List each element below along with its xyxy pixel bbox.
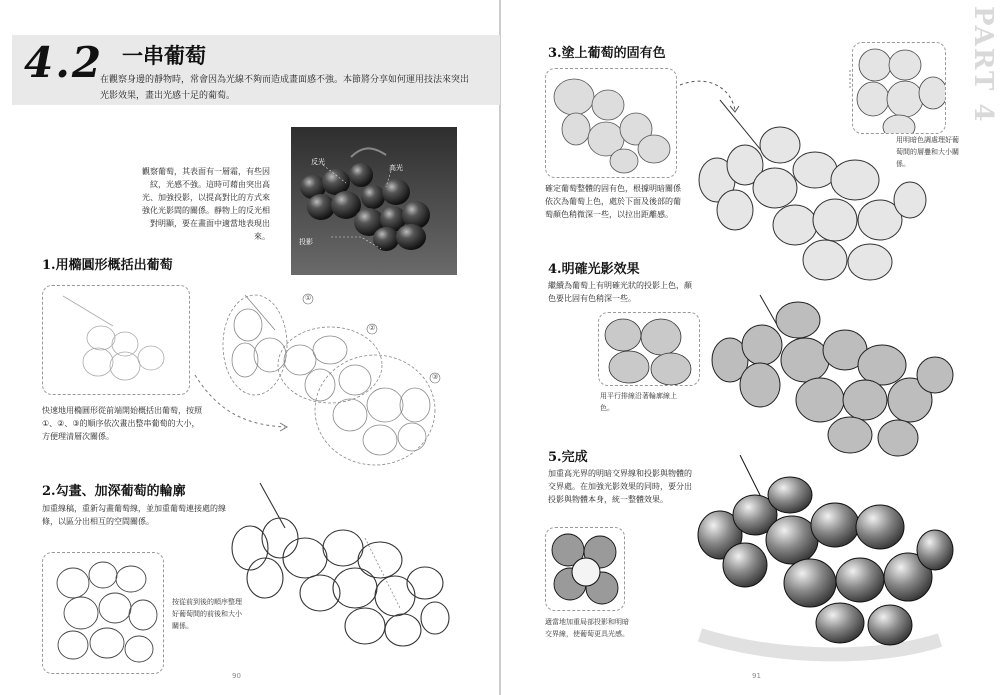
step-3-sketch	[675, 70, 930, 290]
step-4-sketch	[700, 290, 960, 465]
step-4-desc: 繼續為葡萄上有明確光狀的投影上色，顏色要比固有色稍深一些。	[548, 281, 692, 303]
step-2-thumbnail	[42, 552, 164, 674]
right-page-number: 91	[752, 672, 761, 680]
chapter-intro: 在觀察身邊的靜物時，常會因為光線不夠而造成畫面感不強。本節將分享如何運用技法來突出光影效果，畫出光感十足的葡萄。	[100, 75, 470, 101]
step-5-thumb-sketch	[546, 528, 624, 610]
step-4-title: 4.明確光影效果	[548, 262, 640, 277]
step-3-note: 用明暗色調處理好葡萄間的層疊和大小關係。	[896, 136, 959, 168]
final-sketch	[680, 455, 960, 665]
step-1-desc: 快速地用橢圓形從前端開始概括出葡萄，按照①、②、③的順序依次畫出整串葡萄的大小，方便理清層次關係。	[42, 406, 202, 441]
step-5-title: 5.完成	[548, 450, 588, 465]
step-1-title: 1.用橢圓形概括出葡萄	[42, 258, 173, 273]
step-2-thumb-sketch	[43, 553, 163, 673]
reflect-label: 反光	[311, 158, 325, 166]
step-1-marker-1: ①	[305, 294, 312, 302]
step-3-title: 3.塗上葡萄的固有色	[548, 46, 666, 61]
photo-caption: 觀察葡萄，其表面有一層霜，有些因紋，光感不強。這時可藉由突出高光、加強投影，以提高對比的方式來強化光影間的關係。靜物上的反光相對明顯，要在畫面中適當地表現出來。	[142, 167, 270, 241]
part-label: PART 4	[968, 6, 998, 124]
step-2-title: 2.勾畫、加深葡萄的輪廓	[42, 484, 186, 499]
highlight-label: 高光	[389, 164, 403, 172]
step-4-thumbnail	[598, 312, 700, 386]
grape-photo-image	[291, 127, 457, 275]
step-5-note: 適當地加重局部投影和明暗交界線，使葡萄更具光感。	[545, 618, 629, 638]
shadow-label: 投影	[299, 238, 313, 246]
step-2-sketch	[225, 478, 455, 668]
reference-photo	[291, 127, 457, 275]
step-5-desc: 加重高光界的明暗交界線和投影與物體的交界處。在加強光影效果的同時，要分出投影與物體本身，統一整體效果。	[548, 469, 692, 504]
step-1-sketch	[190, 285, 450, 475]
step-3-thumb-sketch	[546, 69, 676, 177]
chapter-number: 4.2	[24, 38, 104, 87]
step-4-thumb-sketch	[599, 313, 699, 385]
step-1-thumb-sketch	[43, 286, 189, 394]
chapter-title: 一串葡萄	[122, 44, 206, 68]
step-5-thumbnail	[545, 527, 625, 611]
step-2-desc: 加重線稿，重新勾畫葡萄線，並加重葡萄連接處的線條，以區分出相互的空間關係。	[42, 504, 226, 526]
step-4-note: 用平行排線沿著輪廓線上色。	[600, 392, 677, 412]
step-3-thumbnail	[545, 68, 677, 178]
step-1-marker-2: ②	[369, 324, 376, 332]
step-2-note: 按從前到後的順序整理好葡萄間的前後和大小關係。	[172, 598, 242, 630]
step-3-desc: 確定葡萄整體的固有色，根據明暗關係依次為葡萄上色，處於下面及後部的葡萄顏色稍微深一些，以拉出距離感。	[545, 184, 681, 219]
step-1-thumbnail	[42, 285, 190, 395]
step-1-marker-3: ③	[432, 373, 439, 381]
left-page-number: 90	[232, 672, 241, 680]
